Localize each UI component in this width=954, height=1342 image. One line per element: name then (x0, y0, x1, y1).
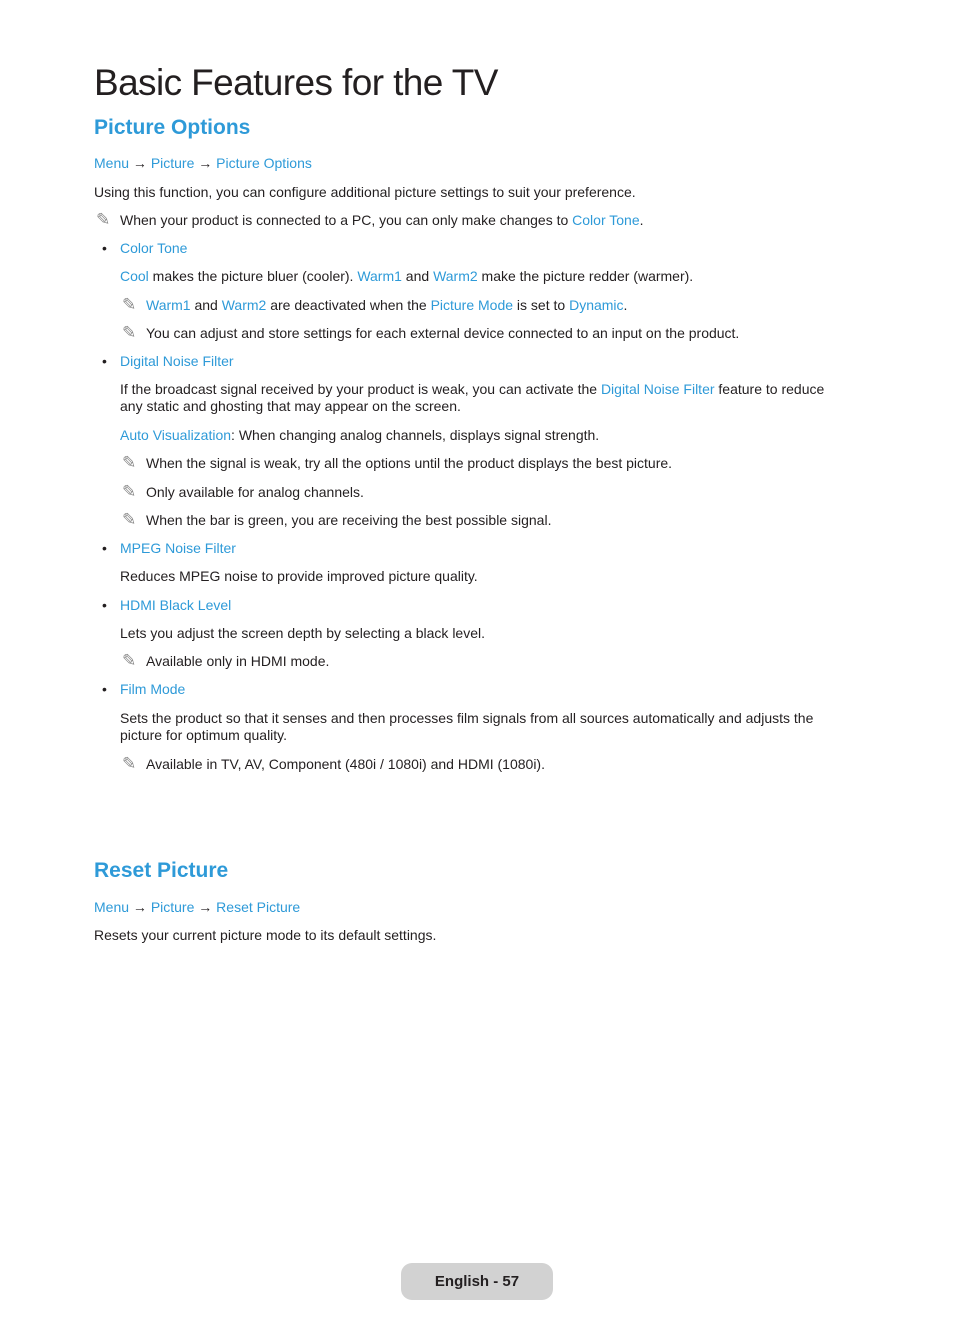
section-heading-picture-options: Picture Options (94, 116, 251, 139)
breadcrumb-reset-picture-link[interactable]: Reset Picture (216, 899, 301, 915)
pencil-note-icon: ✎ (122, 651, 137, 670)
breadcrumb-picture-link[interactable]: Picture (150, 155, 195, 171)
auto-visualization-link[interactable]: Auto Visualization (120, 427, 232, 443)
pencil-note-icon: ✎ (122, 482, 137, 501)
page-title: Basic Features for the TV (94, 62, 498, 103)
pencil-note-icon: ✎ (122, 510, 137, 529)
color-tone-description: Cool makes the picture bluer (cooler). Warm1 and Warm2 make the picture redder (warmer). (120, 268, 694, 284)
pc-note: When your product is connected to a PC, you can only make changes to Color Tone. (120, 212, 644, 228)
bullet-dot: • (102, 540, 107, 556)
breadcrumb-arrow: → (198, 899, 213, 915)
bullet-dot: • (102, 240, 107, 256)
breadcrumb-menu-link[interactable]: Menu (94, 155, 130, 171)
intro-text: Using this function, you can configure additional picture settings to suit your preference. (94, 184, 636, 200)
breadcrumb-menu-link[interactable]: Menu (94, 899, 130, 915)
pencil-note-icon: ✎ (96, 210, 111, 229)
film-mode-label[interactable]: Film Mode (120, 681, 186, 697)
dnf-note-2: Only available for analog channels. (146, 484, 364, 500)
color-tone-link[interactable]: Color Tone (572, 212, 640, 228)
breadcrumb-picture-options (94, 155, 312, 172)
breadcrumb-arrow: → (132, 155, 147, 171)
dnf-note-1: When the signal is weak, try all the options until the product displays the best picture. (146, 455, 673, 471)
breadcrumb-picture-options-link[interactable]: Picture Options (216, 155, 312, 171)
hdmi-black-level-label[interactable]: HDMI Black Level (120, 597, 232, 613)
hdmi-black-level-note: Available only in HDMI mode. (146, 653, 330, 669)
breadcrumb-reset-picture (94, 899, 300, 916)
color-tone-note-1: Warm1 and Warm2 are deactivated when the Picture Mode is set to Dynamic. (146, 297, 628, 313)
pencil-note-icon: ✎ (122, 323, 137, 342)
page-number-badge (401, 1263, 553, 1300)
breadcrumb-arrow: → (132, 899, 147, 915)
mpeg-noise-filter-description: Reduces MPEG noise to provide improved picture quality. (120, 568, 478, 584)
pencil-note-icon: ✎ (122, 453, 137, 472)
digital-noise-filter-label[interactable]: Digital Noise Filter (120, 353, 234, 369)
pencil-note-icon: ✎ (122, 295, 137, 314)
section-heading-reset-picture: Reset Picture (94, 859, 229, 882)
reset-picture-description: Resets your current picture mode to its default settings. (94, 927, 437, 943)
bullet-dot: • (102, 681, 107, 697)
bullet-dot: • (102, 597, 107, 613)
bullet-dot: • (102, 353, 107, 369)
page-number-label: English - 57 (434, 1273, 520, 1290)
hdmi-black-level-description: Lets you adjust the screen depth by selecting a black level. (120, 625, 485, 641)
film-mode-description: Sets the product so that it senses and then processes film signals from all sources automatically and adjusts the picture for optimum quality. (120, 710, 814, 743)
digital-noise-filter-description: If the broadcast signal received by your product is weak, you can activate the Digital Noise Filter feature to reduce any static and ghosting that may appear on the screen. (120, 381, 825, 414)
auto-visualization-text: Auto Visualization: When changing analog channels, displays signal strength. (120, 427, 600, 443)
breadcrumb-arrow: → (198, 155, 213, 171)
mpeg-noise-filter-label[interactable]: MPEG Noise Filter (120, 540, 236, 556)
breadcrumb-picture-link[interactable]: Picture (150, 899, 195, 915)
pencil-note-icon: ✎ (122, 754, 137, 773)
dnf-note-3: When the bar is green, you are receiving the best possible signal. (146, 512, 552, 528)
color-tone-note-2: You can adjust and store settings for each external device connected to an input on the product. (146, 325, 740, 341)
color-tone-label[interactable]: Color Tone (120, 240, 188, 256)
film-mode-note: Available in TV, AV, Component (480i / 1080i) and HDMI (1080i). (146, 756, 545, 772)
